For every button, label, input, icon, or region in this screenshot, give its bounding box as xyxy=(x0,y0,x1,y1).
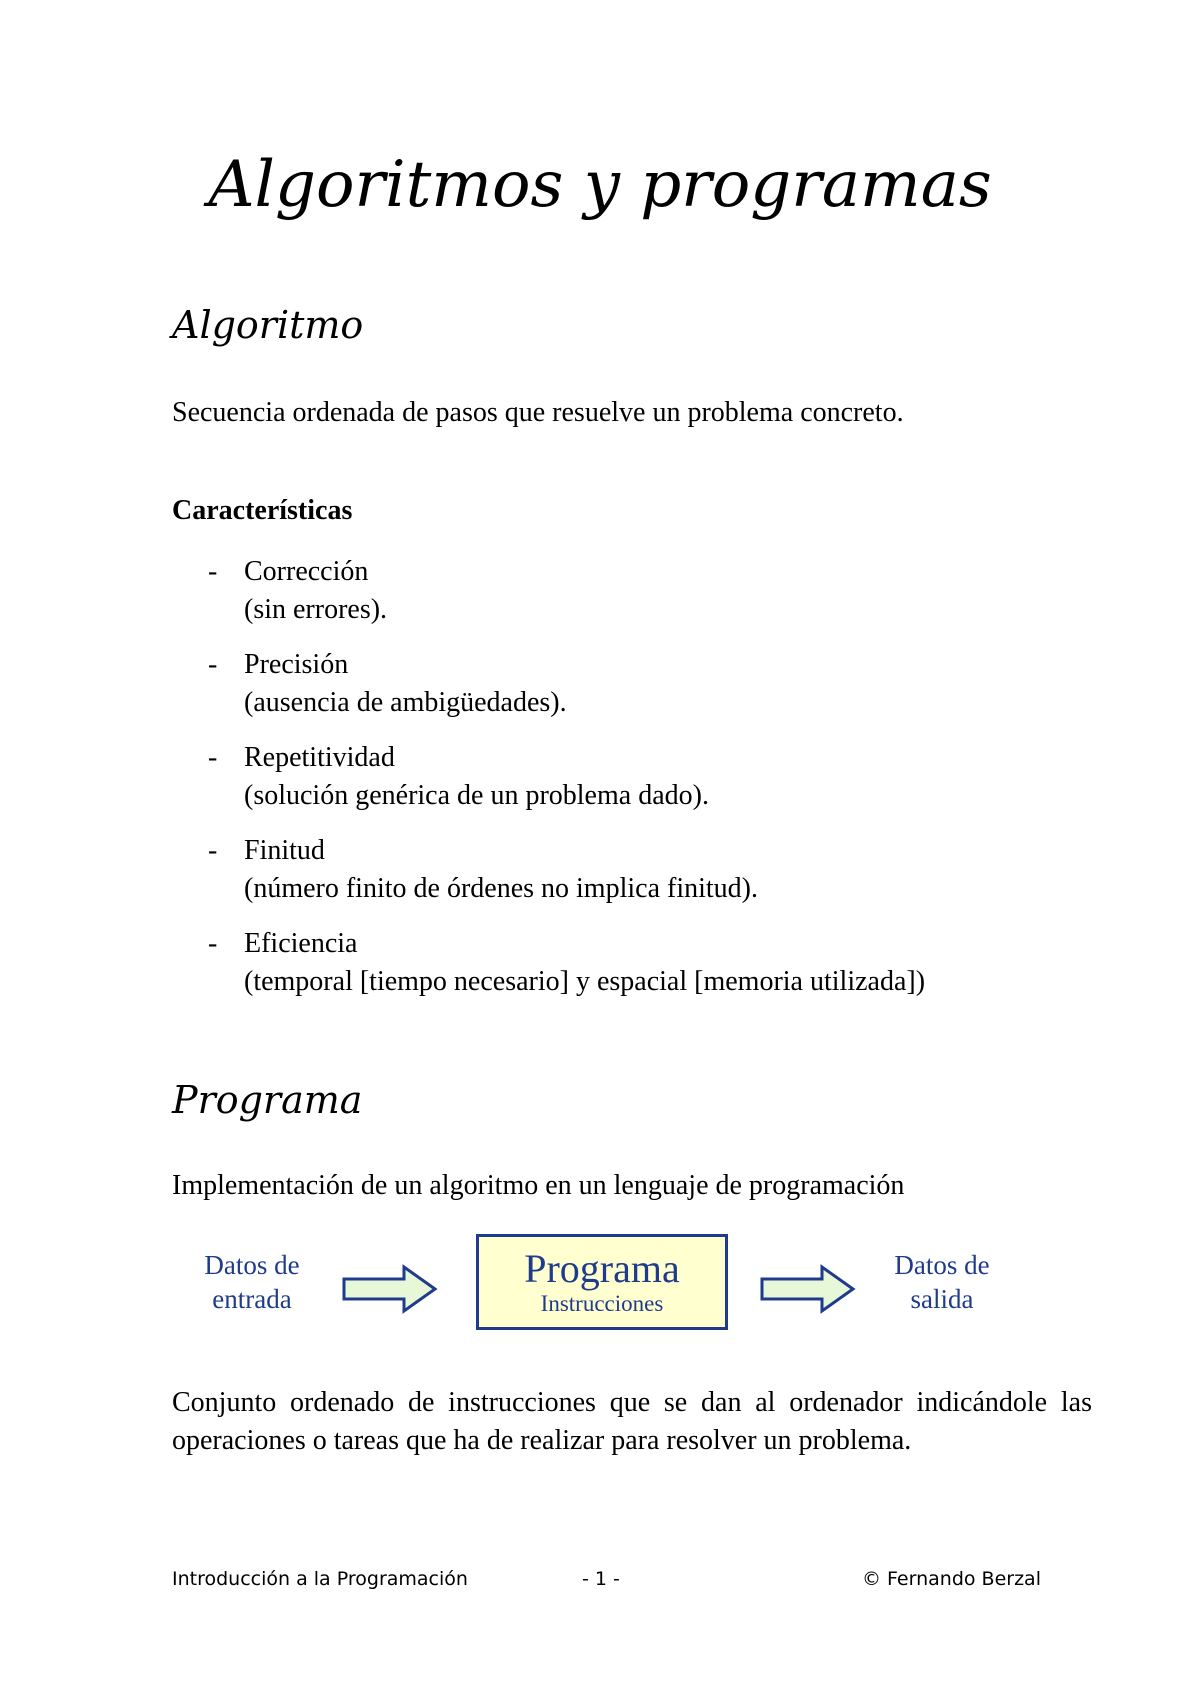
programa-definition: Implementación de un algoritmo en un lenguaje de programación xyxy=(172,1170,905,1201)
feature-description: (sin errores). xyxy=(244,594,388,625)
section-heading-programa: Programa xyxy=(172,1078,363,1122)
feature-name: Eficiencia xyxy=(244,928,358,959)
feature-description: (temporal [tiempo necesario] y espacial [memoria utilizada]) xyxy=(244,966,926,997)
page-number: - 1 - xyxy=(582,1568,620,1590)
features-heading: Características xyxy=(172,495,353,526)
program-box-subtitle: Instrucciones xyxy=(540,1291,664,1316)
feature-name: Precisión xyxy=(244,649,349,680)
feature-description: (solución genérica de un problema dado). xyxy=(244,780,709,811)
footer-left: Introducción a la Programación xyxy=(172,1568,468,1590)
page-title: Algoritmos y programas xyxy=(208,148,992,222)
program-box-title: Programa xyxy=(524,1246,680,1291)
document-page: Algoritmos y programas Algoritmo Secuencia ordenada de pasos que resuelve un problema concreto. Características - Corrección (sin errores). - Precisión (ausencia de ambigüedades). - Repetitividad (solución genérica de un problema dado). - Finitud (número finito de órdenes no implica finitud). - Eficiencia (temporal [tiempo necesario] y espacial [memoria utilizada]) Programa Implementación de un algoritmo en un lenguaje de programación Datos de entrada Programa Instrucciones Datos de salida Conjunto ordenado de instrucciones que se dan al ordenador indicándole las operaciones o tareas que ha de realizar para resolver un problema. Introducción a la Programación - 1 - © Fernando Berzal xyxy=(0,0,1200,1698)
input-data-label: Datos de entrada xyxy=(204,1250,300,1314)
section-heading-algoritmo: Algoritmo xyxy=(172,303,364,347)
feature-name: Repetitividad xyxy=(244,742,395,773)
output-arrow-icon xyxy=(760,1264,856,1314)
feature-name: Finitud xyxy=(244,835,325,866)
footer-right: © Fernando Berzal xyxy=(862,1568,1041,1590)
input-arrow-icon xyxy=(342,1264,438,1314)
output-data-label: Datos de salida xyxy=(894,1250,990,1314)
feature-description: (ausencia de ambigüedades). xyxy=(244,687,567,718)
programa-description: Conjunto ordenado de instrucciones que se dan al ordenador indicándole las operaciones o tareas que ha de realizar para resolver un problema. xyxy=(172,1387,1092,1456)
feature-description: (número finito de órdenes no implica finitud). xyxy=(244,873,758,904)
program-box xyxy=(476,1234,728,1330)
feature-name: Corrección xyxy=(244,556,369,587)
program-diagram xyxy=(172,1234,1092,1344)
algoritmo-definition: Secuencia ordenada de pasos que resuelve un problema concreto. xyxy=(172,397,904,428)
